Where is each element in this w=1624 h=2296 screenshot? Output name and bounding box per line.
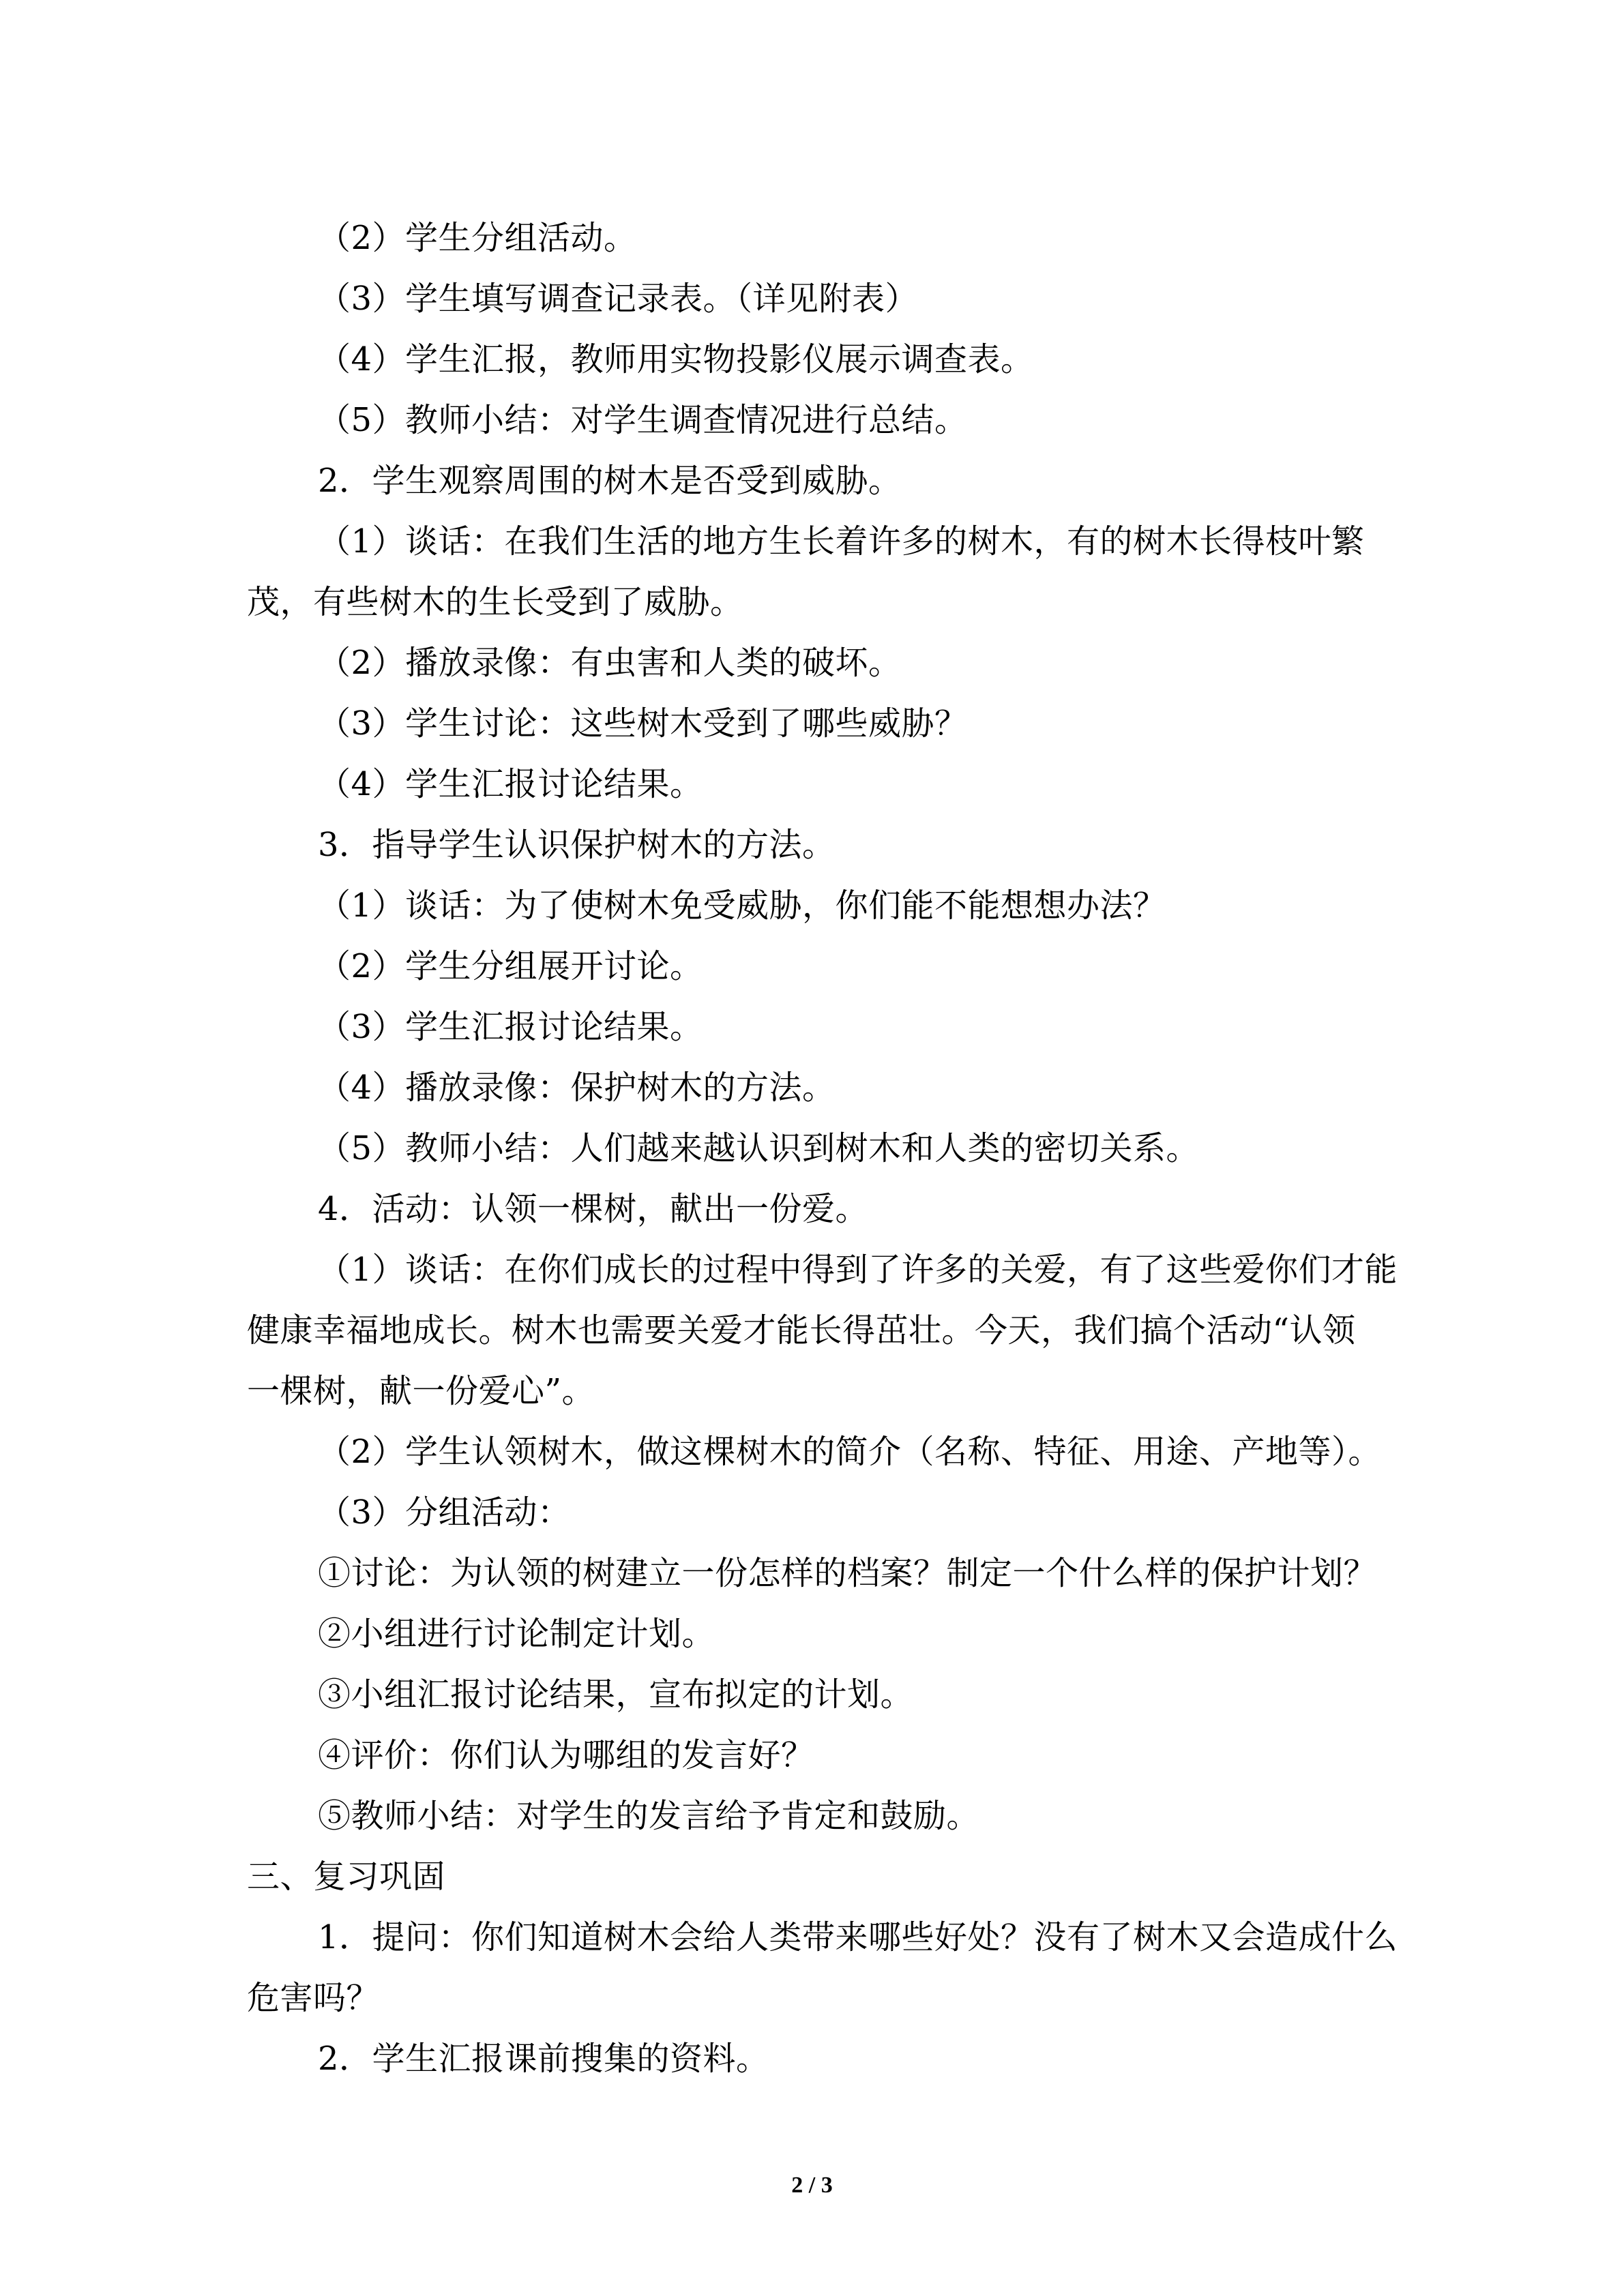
paragraph-line: 茂，有些树木的生长受到了威胁。 xyxy=(247,583,743,621)
paragraph-line: （4）学生汇报，教师用实物投影仪展示调查表。 xyxy=(318,340,1034,378)
document-body xyxy=(247,208,1398,2089)
paragraph-line: （4）播放录像：保护树木的方法。 xyxy=(318,1069,836,1107)
page-number: 2 / 3 xyxy=(791,2173,833,2198)
paragraph-line: （3）学生汇报讨论结果。 xyxy=(318,1008,703,1046)
paragraph-line: （1）谈话：为了使树木免受威胁，你们能不能想想办法？ xyxy=(318,886,1166,925)
paragraph-line: 危害吗？ xyxy=(247,1979,380,2017)
paragraph-line: ③小组汇报讨论结果，宣布拟定的计划。 xyxy=(318,1675,914,1714)
section-heading-line: 2．学生观察周围的树木是否受到威胁。 xyxy=(318,462,902,500)
paragraph-line: ①讨论：为认领的树建立一份怎样的档案？制定一个什么样的保护计划？ xyxy=(318,1554,1377,1592)
paragraph-line: 健康幸福地成长。树木也需要关爱才能长得茁壮。今天，我们搞个活动“认领 xyxy=(247,1311,1356,1350)
paragraph-line: ②小组进行讨论制定计划。 xyxy=(318,1615,715,1653)
paragraph-line: （3）分组活动： xyxy=(318,1493,571,1532)
paragraph-line: （1）谈话：在你们成长的过程中得到了许多的关爱，有了这些爱你们才能 xyxy=(318,1251,1398,1289)
paragraph-line: （3）学生填写调查记录表。（详见附表） xyxy=(318,280,919,318)
paragraph-line: 2．学生汇报课前搜集的资料。 xyxy=(318,2040,769,2078)
paragraph-line: 一棵树，献一份爱心”。 xyxy=(247,1372,595,1410)
paragraph-line: （2）学生认领树木，做这棵树木的简介（名称、特征、用途、产地等）。 xyxy=(318,1433,1382,1471)
paragraph-line: ⑤教师小结：对学生的发言给予肯定和鼓励。 xyxy=(318,1797,980,1835)
section-heading-line: 3．指导学生认识保护树木的方法。 xyxy=(318,826,836,864)
section-heading-line: 4．活动：认领一棵树，献出一份爱。 xyxy=(318,1190,869,1228)
paragraph-line: （3）学生讨论：这些树木受到了哪些威胁？ xyxy=(318,704,968,743)
paragraph-line: ④评价：你们认为哪组的发言好？ xyxy=(318,1736,814,1774)
paragraph-line: （1）谈话：在我们生活的地方生长着许多的树木，有的树木长得枝叶繁 xyxy=(318,522,1365,561)
section-title: 三、复习巩固 xyxy=(247,1858,446,1896)
paragraph-line: 1．提问：你们知道树木会给人类带来哪些好处？没有了树木又会造成什么 xyxy=(318,1918,1398,1956)
paragraph-line: （2）播放录像：有虫害和人类的破坏。 xyxy=(318,644,902,682)
paragraph-line: （2）学生分组展开讨论。 xyxy=(318,947,703,985)
paragraph-line: （5）教师小结：对学生调查情况进行总结。 xyxy=(318,401,968,439)
paragraph-line: （4）学生汇报讨论结果。 xyxy=(318,765,703,803)
paragraph-line: （5）教师小结：人们越来越认识到树木和人类的密切关系。 xyxy=(318,1129,1200,1167)
paragraph-line: （2）学生分组活动。 xyxy=(318,219,637,257)
